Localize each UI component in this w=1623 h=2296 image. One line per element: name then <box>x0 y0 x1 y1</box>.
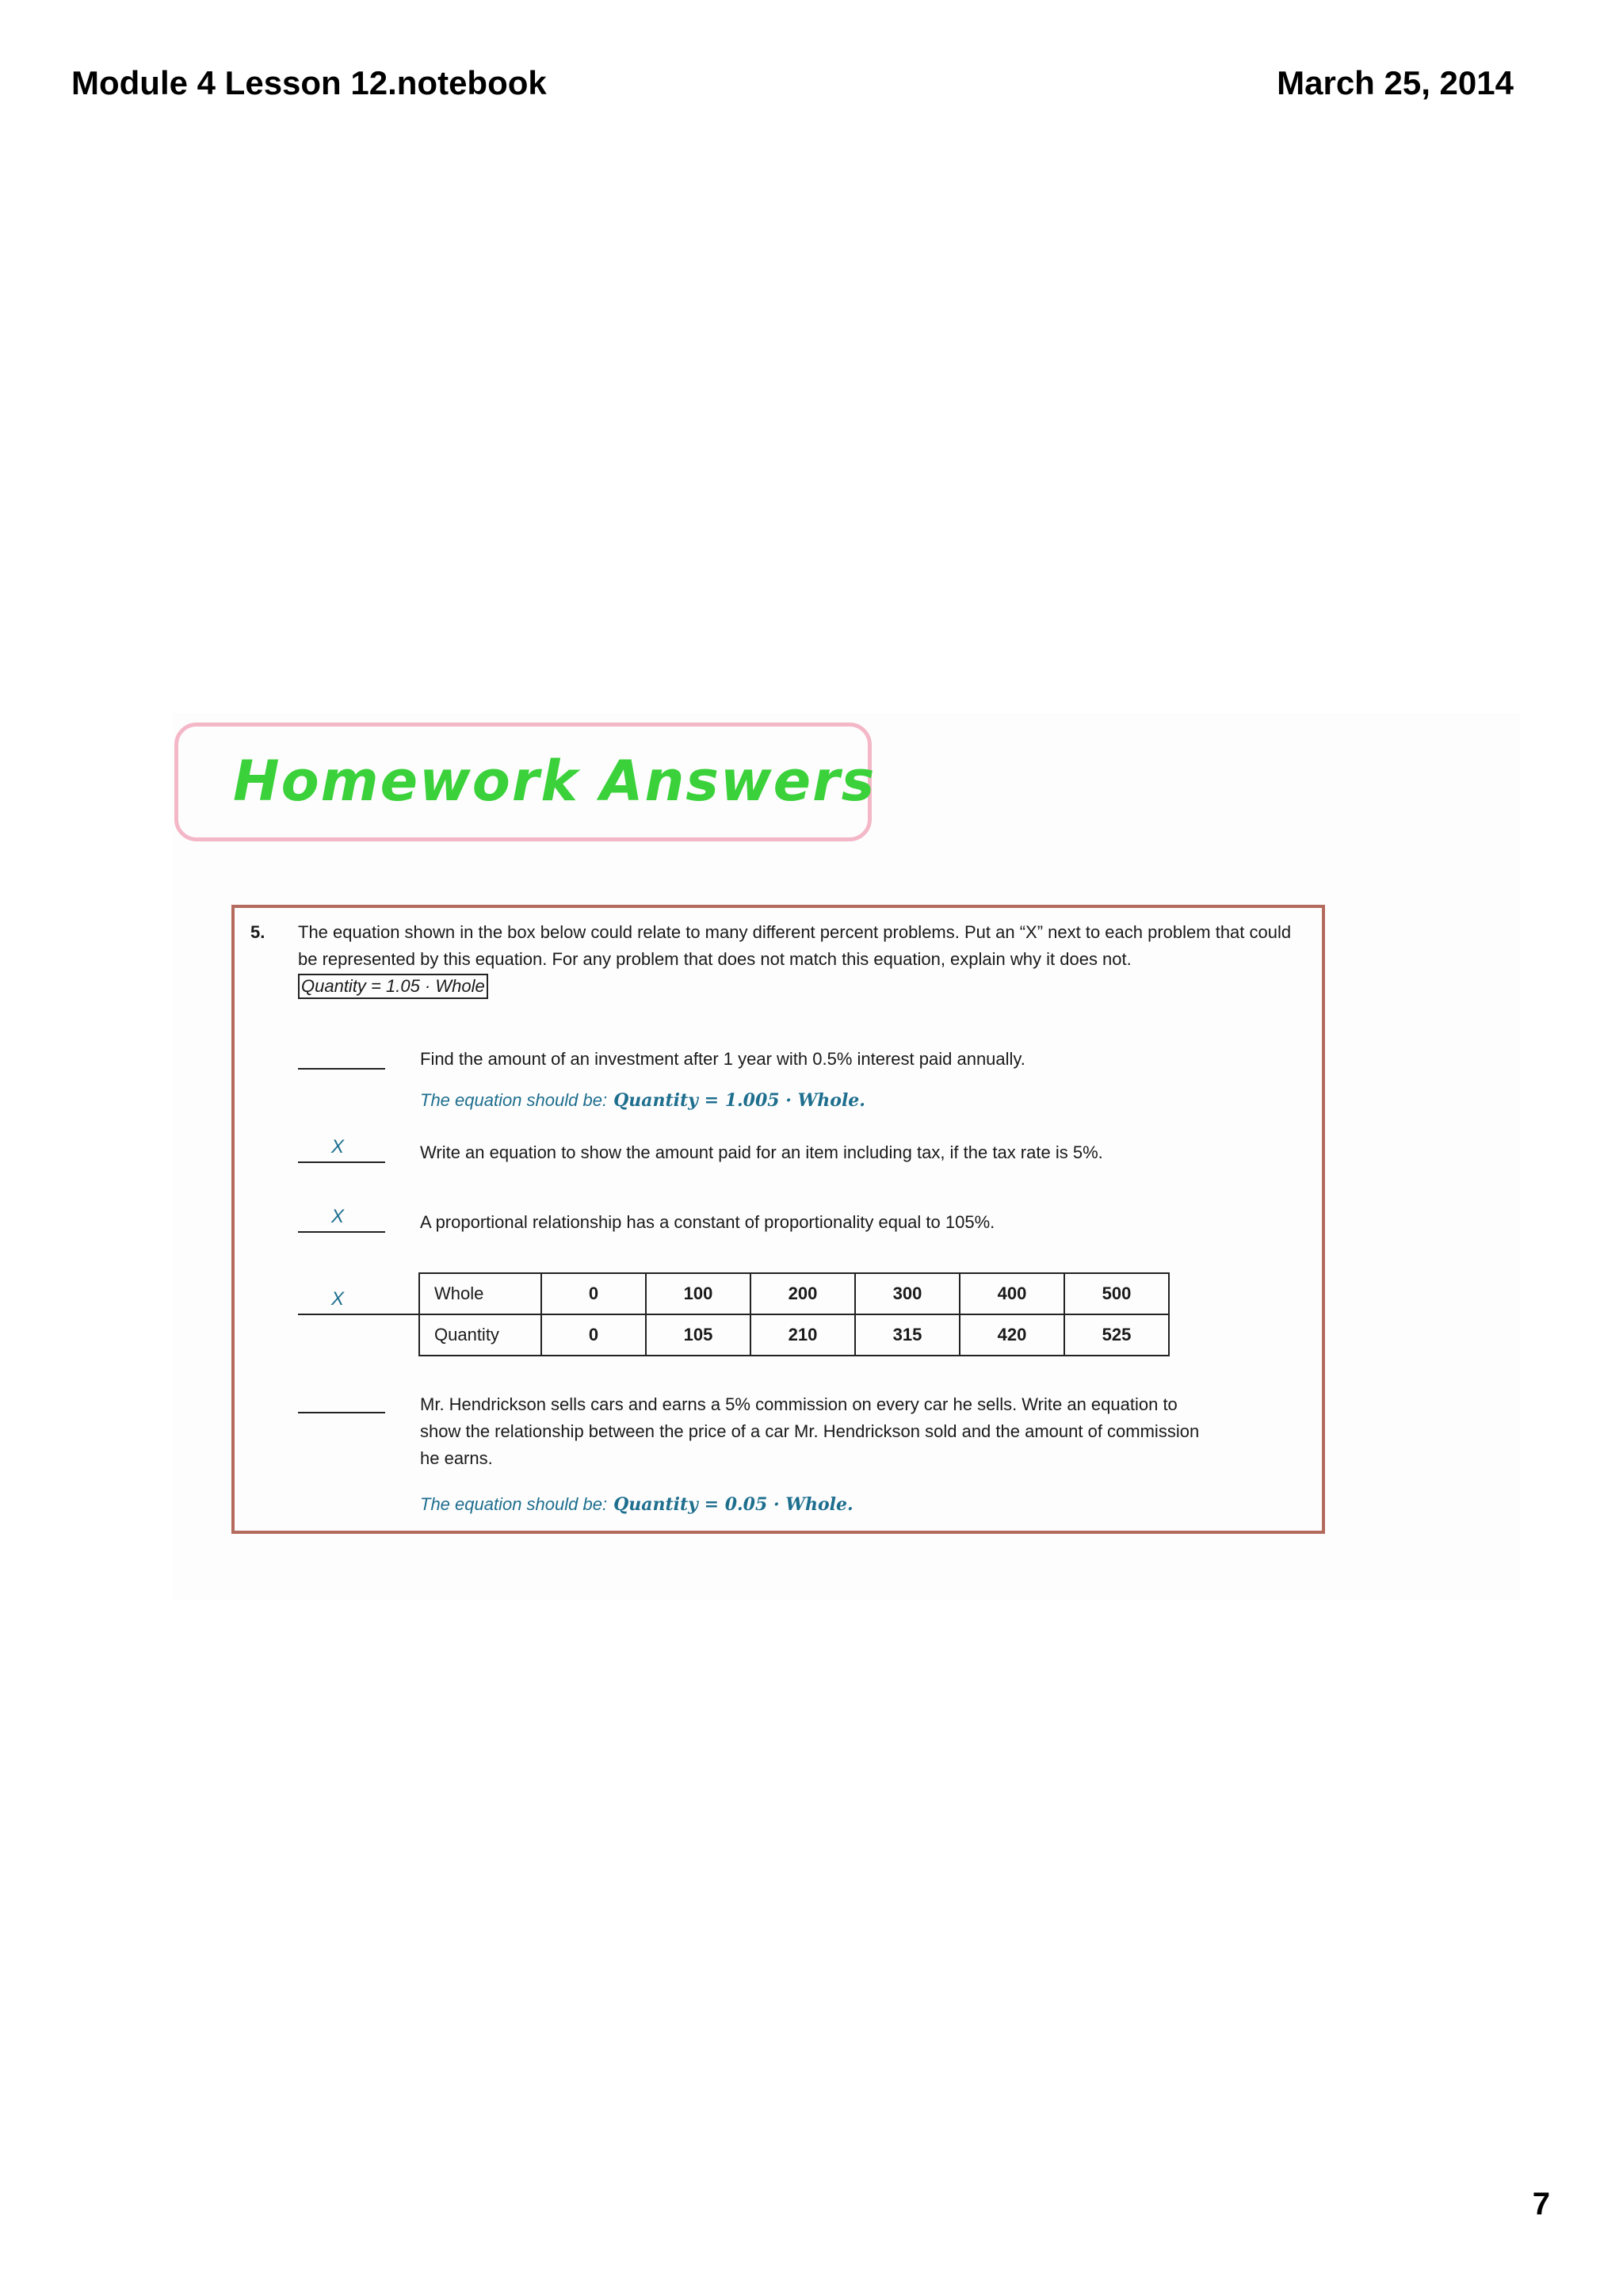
table-cell: 500 <box>1064 1273 1169 1314</box>
problem-card <box>231 905 1325 1534</box>
item-3-mark: X <box>331 1206 345 1227</box>
table-cell: 105 <box>646 1314 750 1356</box>
problem-intro <box>298 919 1296 1000</box>
answer-blank-4[interactable] <box>298 1314 422 1315</box>
item-1-answer <box>420 1087 865 1114</box>
item-1-answer-equation: Quantity = 1.005 · Whole. <box>613 1090 865 1111</box>
item-3-text: A proportional relationship has a constant of proportionality equal to 105%. <box>420 1212 995 1232</box>
table-cell: 420 <box>960 1314 1064 1356</box>
page-title: Homework Answers <box>233 749 876 814</box>
table-row-label: Quantity <box>419 1314 541 1356</box>
answer-blank-1[interactable] <box>298 1068 385 1070</box>
table-cell: 300 <box>855 1273 960 1314</box>
item-2-text: Write an equation to show the amount paid for an item including tax, if the tax rate is 5%. <box>420 1142 1103 1162</box>
table-row-label: Whole <box>419 1273 541 1314</box>
problem-number: 5. <box>250 922 265 942</box>
problem-intro-text: The equation shown in the box below could relate to many different percent problems. Put an “X” next to each problem that could be represented by this equation. For any problem that does not match this equation, explain why it does not. <box>298 922 1292 969</box>
table-cell: 0 <box>541 1273 646 1314</box>
item-5-answer-equation: Quantity = 0.05 · Whole. <box>613 1494 854 1515</box>
table-cell: 210 <box>750 1314 855 1356</box>
item-4-mark: X <box>331 1288 345 1310</box>
table-cell: 0 <box>541 1314 646 1356</box>
item-1-text: Find the amount of an investment after 1 year with 0.5% interest paid annually. <box>420 1049 1025 1069</box>
table-cell: 525 <box>1064 1314 1169 1356</box>
table-cell: 100 <box>646 1273 750 1314</box>
item-5-text-line-2: show the relationship between the price of a car Mr. Hendrickson sold and the amount of commission <box>420 1421 1200 1441</box>
table-row <box>419 1273 1169 1314</box>
table-cell: 200 <box>750 1273 855 1314</box>
page-date: March 25, 2014 <box>1277 64 1514 101</box>
page-number: 7 <box>1532 2187 1550 2222</box>
answer-blank-3[interactable] <box>298 1231 385 1233</box>
equation-box: Quantity = 1.05 · Whole <box>298 974 488 999</box>
table-row <box>419 1314 1169 1356</box>
item-5-text-line-1: Mr. Hendrickson sells cars and earns a 5% commission on every car he sells. Write an equation to <box>420 1394 1178 1414</box>
answer-blank-5[interactable] <box>298 1412 385 1413</box>
item-5-answer <box>420 1491 854 1518</box>
item-1-answer-prefix: The equation should be: <box>420 1090 608 1110</box>
notebook-title: Module 4 Lesson 12.notebook <box>71 64 547 101</box>
whole-quantity-table <box>418 1272 1170 1356</box>
item-5-answer-prefix: The equation should be: <box>420 1494 608 1514</box>
answer-blank-2[interactable] <box>298 1161 385 1163</box>
table-cell: 315 <box>855 1314 960 1356</box>
item-2-mark: X <box>331 1136 345 1158</box>
item-5-text-line-3: he earns. <box>420 1448 493 1468</box>
table-cell: 400 <box>960 1273 1064 1314</box>
